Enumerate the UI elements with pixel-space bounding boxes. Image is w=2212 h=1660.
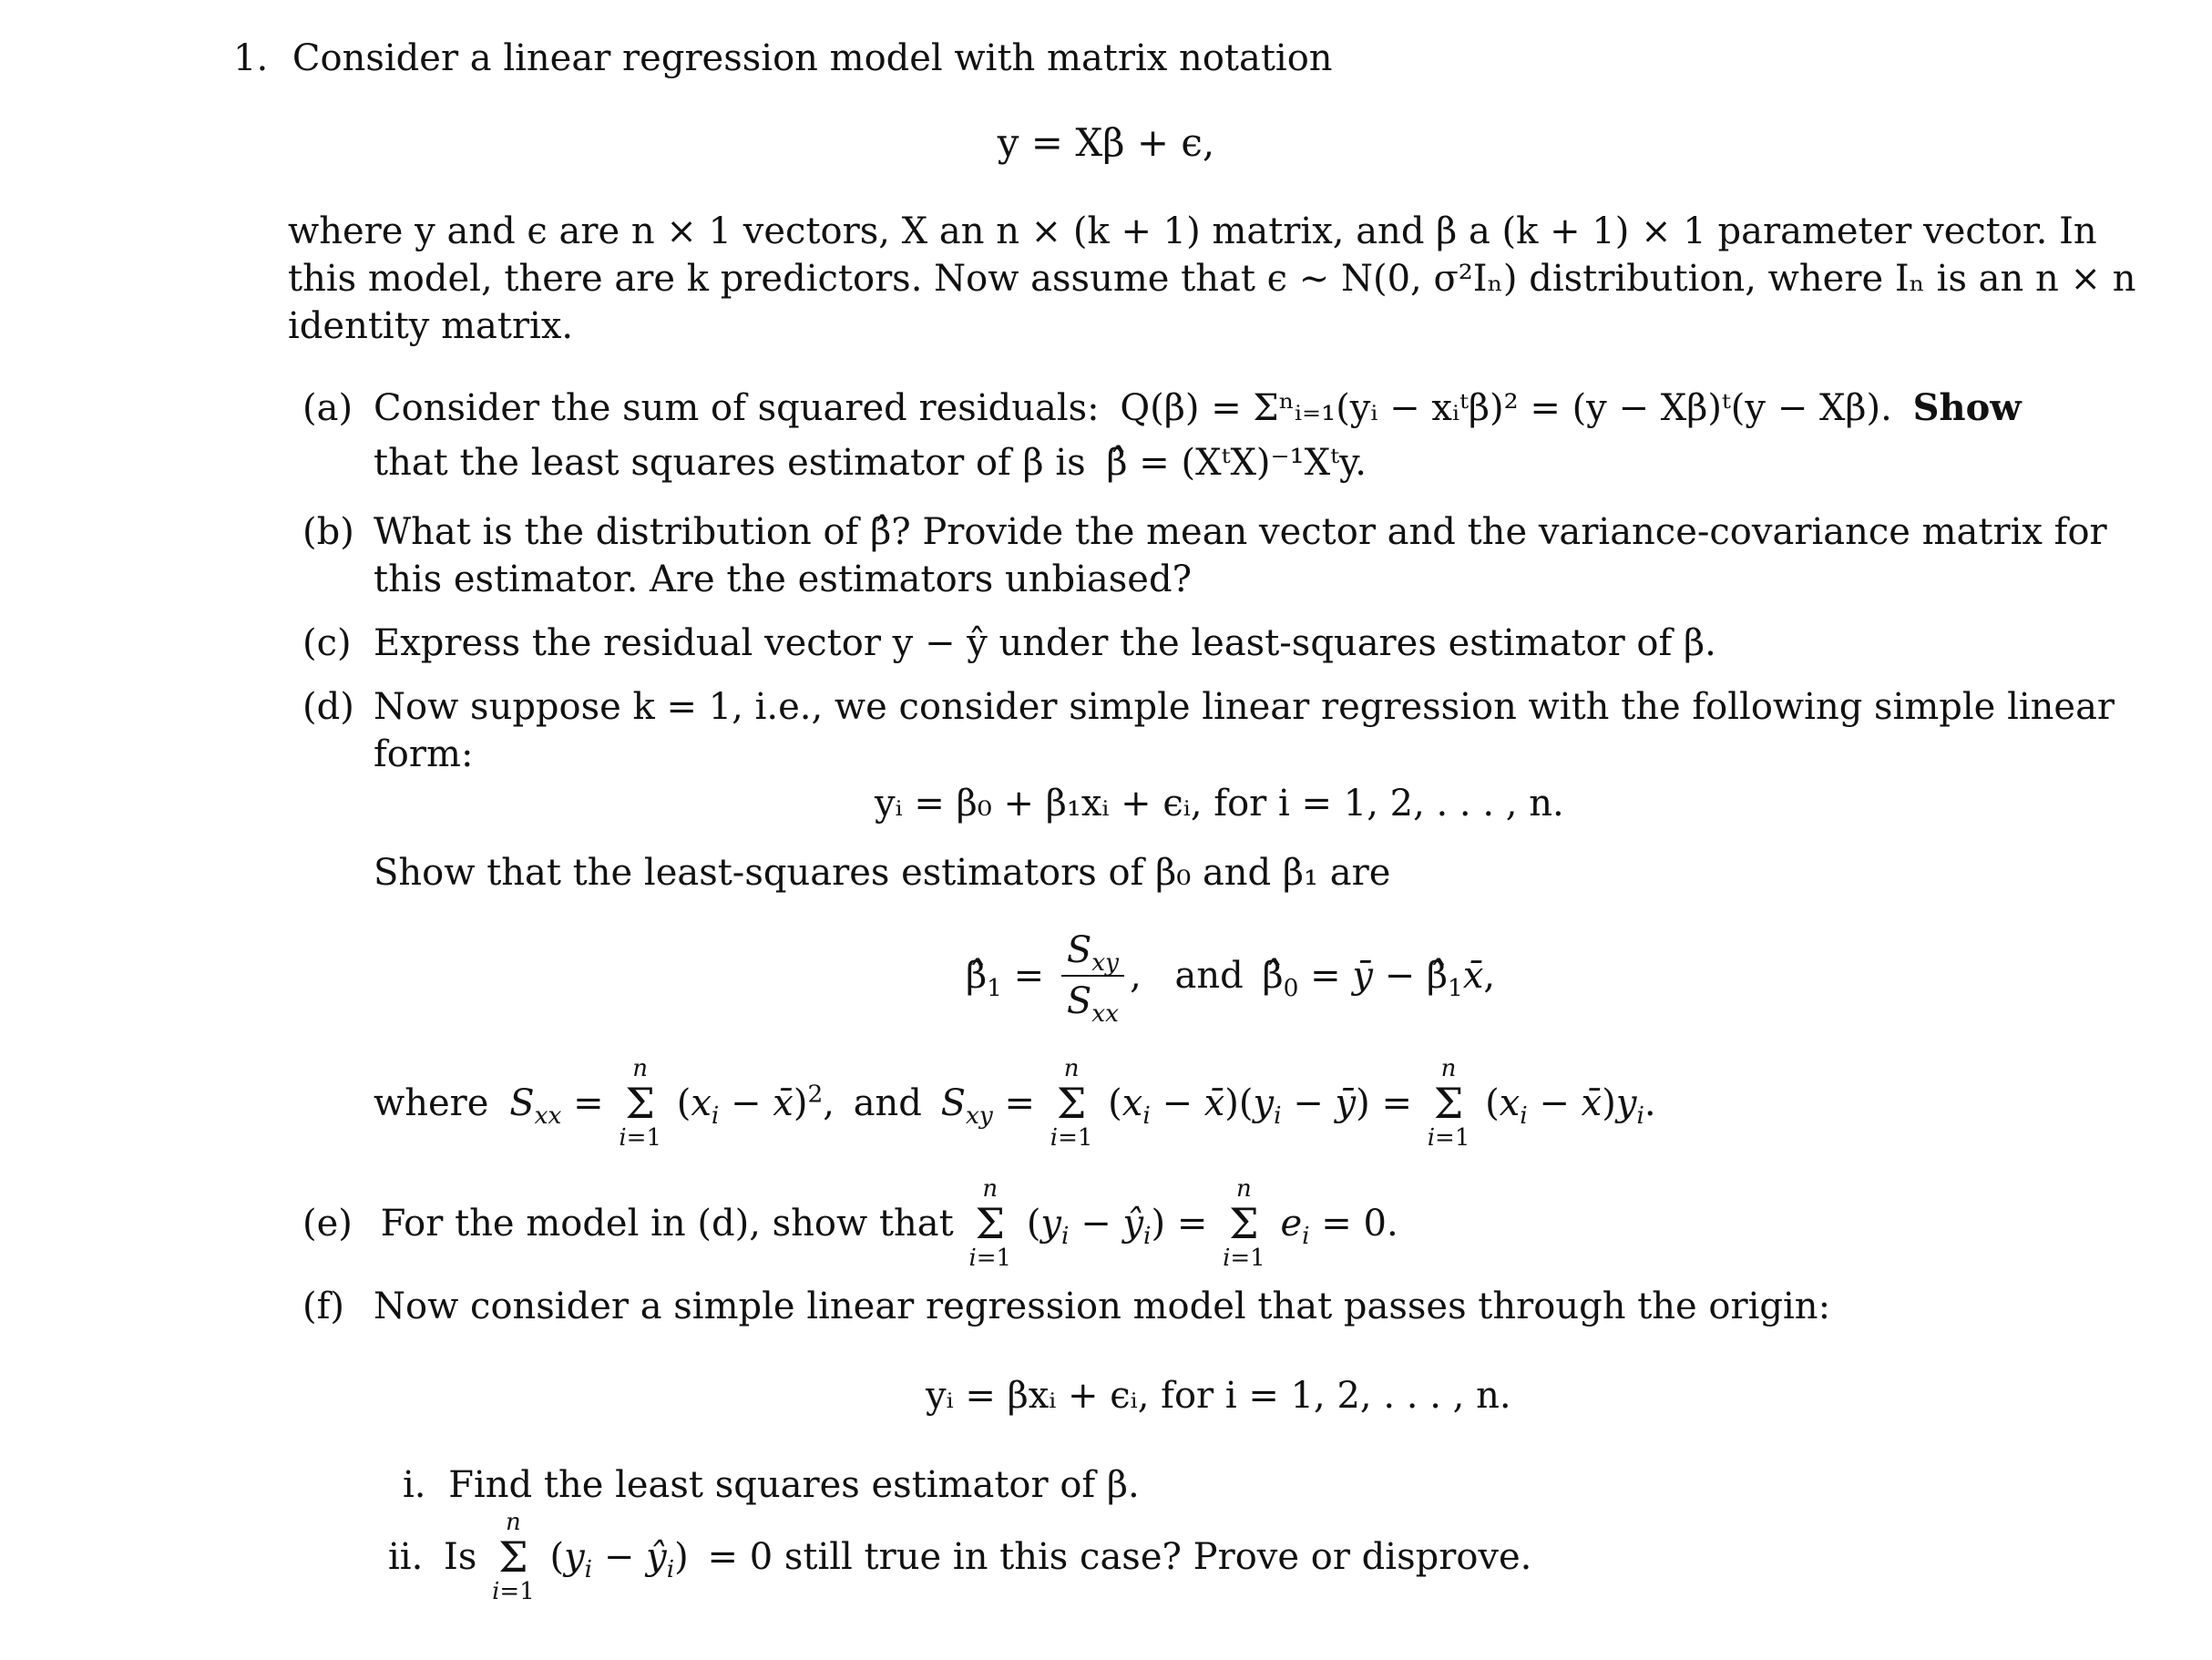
part-e: (e) For the model in (d), show that n Σ i=1 ($y_i$ − $ŷ_i$) = n Σ i=1 $e_i = 0$. bbox=[302, 1175, 1398, 1272]
sum-residuals: n Σ i=1 bbox=[968, 1175, 1012, 1272]
sum-residuals-origin: n Σ i=1 bbox=[492, 1509, 535, 1605]
part-d-show-text: Show that the least-squares estimators of β₀ and β₁ are bbox=[374, 852, 1391, 894]
part-d-estimators: $\betâ_1$ = $\frac{S_{xy}}{S_{xx}}$ , and $\betâ_0$ = ȳ − $\betâ_1x̄$, bbox=[966, 929, 1496, 1028]
description-line-2: this model, there are k predictors. Now assume that ϵ ∼ N(0, σ²Iₙ) distribution, where Iₙ is an n × n bbox=[288, 258, 2136, 300]
part-a-text-2: that the least squares estimator of β is bbox=[374, 442, 1086, 484]
main-equation: y = Xβ + ϵ, bbox=[997, 120, 1215, 165]
part-f-text: Now consider a simple linear regression model that passes through the origin: bbox=[374, 1286, 1831, 1327]
part-f-sub-ii: ii. Is n Σ i=1 ($y_i$ − $ŷ_i) = 0$ still true in this case? Prove or disprove. bbox=[388, 1509, 1532, 1605]
part-c-line-1: Express the residual vector y − ŷ under the least-squares estimator of β. bbox=[374, 622, 1716, 664]
description-line-1: where y and ϵ are n × 1 vectors, X an n × (k + 1) matrix, and β a (k + 1) × 1 parameter vector. In bbox=[288, 210, 2097, 252]
sub-ii-label: ii. bbox=[388, 1536, 424, 1578]
where-text: where bbox=[374, 1082, 489, 1124]
part-f-sub-i bbox=[403, 1464, 1140, 1506]
part-d-line-1: Now suppose k = 1, i.e., we consider simple linear regression with the following simple linear bbox=[374, 686, 2115, 728]
problem-intro-line bbox=[233, 37, 1333, 79]
part-d-line-2: form: bbox=[374, 733, 474, 775]
description-line-3: identity matrix. bbox=[288, 305, 574, 347]
sub-ii-suffix: = 0 still true in this case? Prove or disprove. bbox=[707, 1536, 1532, 1578]
part-c-label: (c) bbox=[302, 622, 352, 664]
estimators-and: and bbox=[1174, 955, 1244, 997]
part-a-label: (a) bbox=[302, 387, 353, 429]
part-e-label: (e) bbox=[302, 1203, 353, 1245]
sub-i-label: i. bbox=[403, 1464, 426, 1506]
part-a-line-2 bbox=[374, 442, 1367, 484]
problem-number: 1. bbox=[233, 37, 269, 79]
part-a-show: Show bbox=[1912, 386, 2022, 429]
part-b-line-2: this estimator. Are the estimators unbiased? bbox=[374, 558, 1193, 600]
part-a-text: Consider the sum of squared residuals: bbox=[374, 387, 1100, 429]
sum-sxy-alt: n Σ i=1 bbox=[1427, 1055, 1470, 1152]
part-d-label: (d) bbox=[302, 686, 354, 728]
problem-intro: Consider a linear regression model with matrix notation bbox=[292, 37, 1333, 79]
part-a-ssr-formula: Q(β) = Σⁿᵢ₌₁(yᵢ − xᵢᵗβ)² = (y − Xβ)ᵗ(y − Xβ). bbox=[1120, 387, 1892, 429]
sxy-over-sxx-fraction: $\frac{S_{xy}}{S_{xx}}$ bbox=[1061, 929, 1124, 1022]
sum-sxx: n Σ i=1 bbox=[619, 1055, 661, 1152]
sum-sxy: n Σ i=1 bbox=[1050, 1055, 1093, 1152]
part-a-estimator-formula: β̂ = (XᵗX)⁻¹Xᵗy. bbox=[1106, 442, 1367, 484]
part-a-line-1 bbox=[374, 386, 2022, 429]
part-d-model: yᵢ = β₀ + β₁xᵢ + ϵᵢ, for i = 1, 2, . . . , n. bbox=[875, 783, 1564, 825]
part-b-label: (b) bbox=[302, 511, 354, 553]
sub-i-text: Find the least squares estimator of β. bbox=[448, 1464, 1140, 1506]
part-d-definitions: where $S_{xx}$ = n Σ i=1 ($x_i$ − x̄)$^2$, and $S_{xy}$ = n Σ i=1 ($x_i$ − $x̄)(y_i$ − ȳ) = n Σ i=1 ($x_i$ − $x̄)y_i$. bbox=[374, 1055, 1656, 1152]
part-f-label: (f) bbox=[302, 1286, 345, 1327]
part-f-model: yᵢ = βxᵢ + ϵᵢ, for i = 1, 2, . . . , n. bbox=[926, 1375, 1511, 1417]
part-e-text: For the model in (d), show that bbox=[380, 1203, 954, 1245]
sum-ei: n Σ i=1 bbox=[1223, 1175, 1265, 1272]
sub-ii-prefix: Is bbox=[444, 1536, 477, 1578]
and-text: and bbox=[853, 1082, 922, 1124]
part-b-line-1: What is the distribution of β̂? Provide the mean vector and the variance-covariance matrix for bbox=[374, 511, 2107, 553]
